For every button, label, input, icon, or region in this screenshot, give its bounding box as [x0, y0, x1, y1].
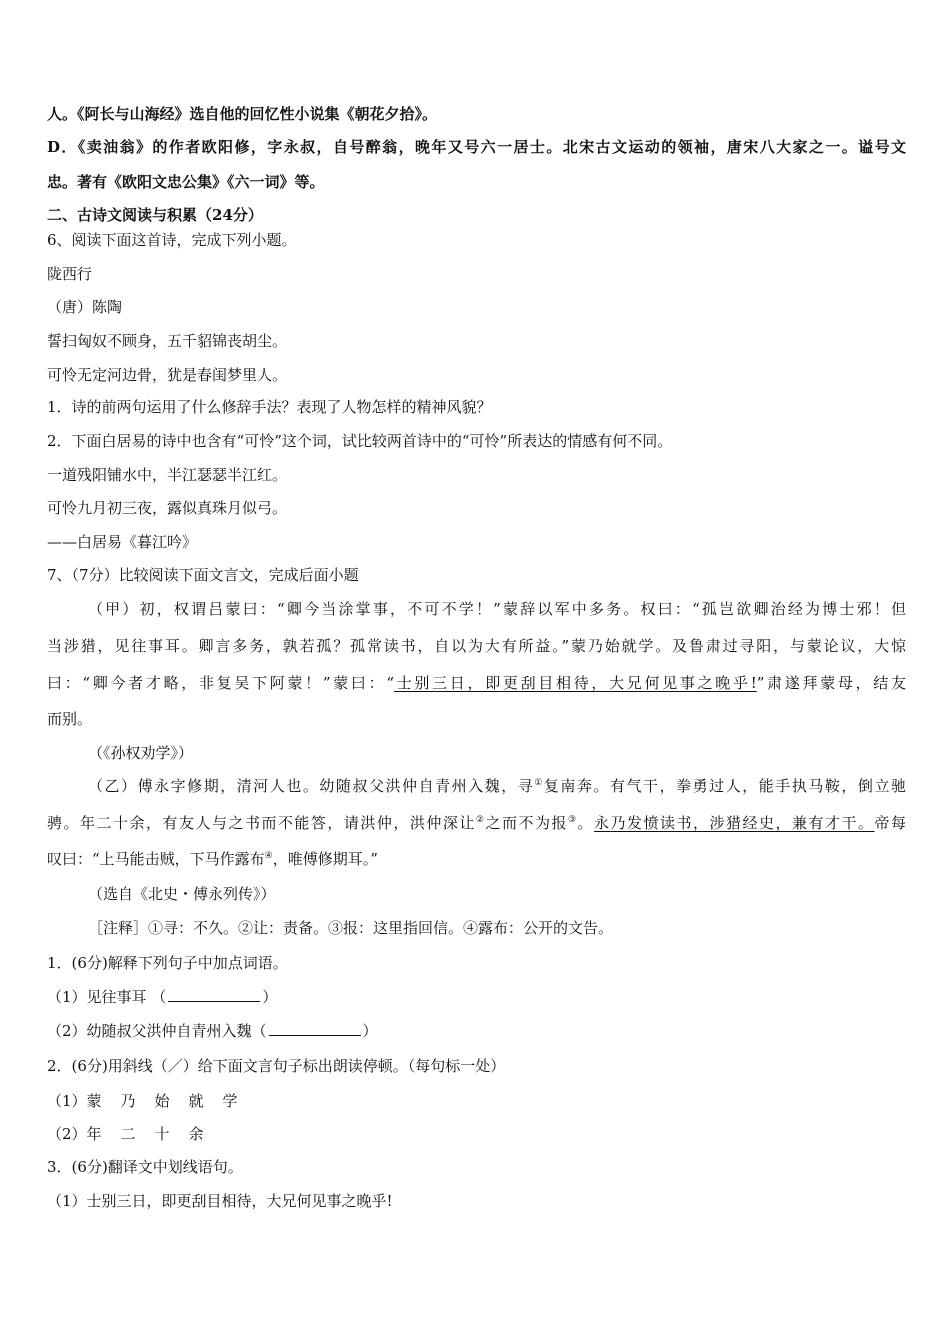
- question-7: 7、（7分）比较阅读下面文言文，完成后面小题: [47, 566, 359, 584]
- bai-poem-line-1: 一道残阳铺水中，半江瑟瑟半江红。: [47, 466, 288, 484]
- sub-question-text: （1）见往事耳 （: [47, 988, 167, 1006]
- sub-question-1-1: [47, 987, 906, 1007]
- footnote-mark: ③: [567, 815, 578, 825]
- passage-yi-text: 帝每: [874, 814, 906, 832]
- sub-question-text: ）: [262, 988, 278, 1006]
- passage-yi-text: 。: [577, 814, 595, 832]
- sub-question-3-1: （1）士别三日，即更刮目相待，大兄何见事之晚乎!: [47, 1192, 393, 1210]
- passage-yi-text: 复南奔。有气干，拳勇过人，能手执马鞍，倒立驰: [543, 777, 906, 795]
- passage-yi-line-1: [88, 776, 906, 796]
- passage-jia-line-2: 当涉猎，见往事耳。卿言多务，孰若孤？孤常读书，自以为大有所益。”蒙乃始就学。及鲁肃过寻阳，与蒙论议，大惊: [47, 637, 906, 655]
- question-6-2: 2．下面白居易的诗中也含有“可怜”这个词，试比较两首诗中的“可怜”所表达的情感有何不同。: [47, 432, 673, 450]
- sub-question-1-2: [47, 1021, 906, 1041]
- passage-yi-text: 叹曰：“上马能击贼，下马作露布: [47, 850, 265, 868]
- pause-sentence-2: [47, 1124, 906, 1144]
- passage-yi-text: （乙）傅永字修期，清河人也。幼随叔父洪仲自青州入魏，寻: [88, 777, 535, 795]
- sentence-char: 学: [222, 1092, 238, 1110]
- sub-question-text: （2）幼随叔父洪仲自青州入魏（: [47, 1022, 267, 1040]
- passage-jia-source: （《孙权劝学》）: [88, 744, 194, 762]
- sub-question-text: ）: [362, 1022, 378, 1040]
- passage-jia-line-3: [47, 673, 906, 693]
- passage-yi-source: （选自《北史・傅永列传》）: [88, 885, 276, 903]
- sub-question-1: 1．(6分)解释下列句子中加点词语。: [47, 954, 288, 972]
- sentence-char: 蒙: [86, 1092, 102, 1110]
- poem-line-2: 可怜无定河边骨，犹是春闺梦里人。: [47, 366, 288, 384]
- item-prefix: （2）: [47, 1125, 87, 1143]
- passage-yi-line-3: [47, 849, 906, 869]
- passage-yi-text: 之而不为报: [485, 814, 568, 832]
- sub-question-2: 2．(6分)用斜线（／）给下面文言句子标出朗读停顿。（每句标一处）: [47, 1057, 506, 1075]
- sentence-char: 十: [154, 1125, 170, 1143]
- passage-jia-line-1: （甲）初，权谓吕蒙曰：“卿今当涂掌事，不可不学！”蒙辞以军中多务。权曰：“孤岂欲卿治经为博士邪！但: [88, 600, 906, 618]
- passage-yi-text: 骋。年二十余，有友人与之书而不能答，请洪仲，洪仲深让: [47, 814, 476, 832]
- poem-line-1: 誓扫匈奴不顾身，五千貂锦丧胡尘。: [47, 332, 288, 350]
- passage-jia-text: ”肃遂拜蒙母，结友: [756, 674, 906, 692]
- passage-yi-text: ，唯傅修期耳。”: [272, 850, 378, 868]
- sentence-char: 始: [154, 1092, 170, 1110]
- answer-line-d-end: 忠。著有《欧阳文忠公集》《六一词》等。: [47, 173, 325, 191]
- underlined-sentence-1: 士别三日，即更刮目相待，大兄何见事之晚乎!: [394, 674, 757, 692]
- sentence-char: 二: [120, 1125, 136, 1143]
- item-prefix: （1）: [47, 1092, 87, 1110]
- answer-line-c-end: 人。《阿长与山海经》选自他的回忆性小说集《朝花夕拾》。: [47, 105, 438, 123]
- sentence-char: 乃: [120, 1092, 136, 1110]
- passage-jia-text: 曰：“卿今者才略，非复吴下阿蒙！”蒙曰：“: [47, 674, 394, 692]
- answer-line-d: D．《卖油翁》的作者欧阳修，字永叔，自号醉翁，晚年又号六一居士。北宋古文运动的领袖，唐宋八大家之一。谥号文: [47, 138, 906, 156]
- passage-jia-line-4: 而别。: [47, 710, 93, 728]
- poem-title: 陇西行: [47, 265, 93, 283]
- footnote-mark: ①: [534, 778, 544, 788]
- sentence-char: 余: [188, 1125, 204, 1143]
- underlined-sentence-2: 永乃发愤读书，涉猎经史，兼有才干。: [594, 814, 875, 832]
- question-6: 6、阅读下面这首诗，完成下列小题。: [47, 231, 297, 249]
- annotation-notes: ［注释］①寻：不久。②让：责备。③报：这里指回信。④露布：公开的文告。: [88, 919, 614, 937]
- sentence-char: 就: [188, 1092, 204, 1110]
- answer-blank[interactable]: [269, 1021, 361, 1036]
- bai-poem-line-2: 可怜九月初三夜，露似真珠月似弓。: [47, 499, 288, 517]
- poem-author: （唐）陈陶: [47, 298, 123, 316]
- footnote-mark: ②: [475, 815, 486, 825]
- bai-poem-source: ——白居易《暮江吟》: [47, 533, 198, 551]
- sub-question-3: 3．(6分)翻译文中划线语句。: [47, 1158, 243, 1176]
- question-6-1: 1．诗的前两句运用了什么修辞手法？表现了人物怎样的精神风貌？: [47, 398, 492, 416]
- footnote-mark: ④: [264, 851, 273, 861]
- sentence-char: 年: [86, 1125, 102, 1143]
- section-heading: 二、古诗文阅读与积累（24分）: [47, 206, 263, 224]
- pause-sentence-1: [47, 1091, 906, 1111]
- answer-blank[interactable]: [168, 987, 260, 1002]
- passage-yi-line-2: [47, 813, 906, 833]
